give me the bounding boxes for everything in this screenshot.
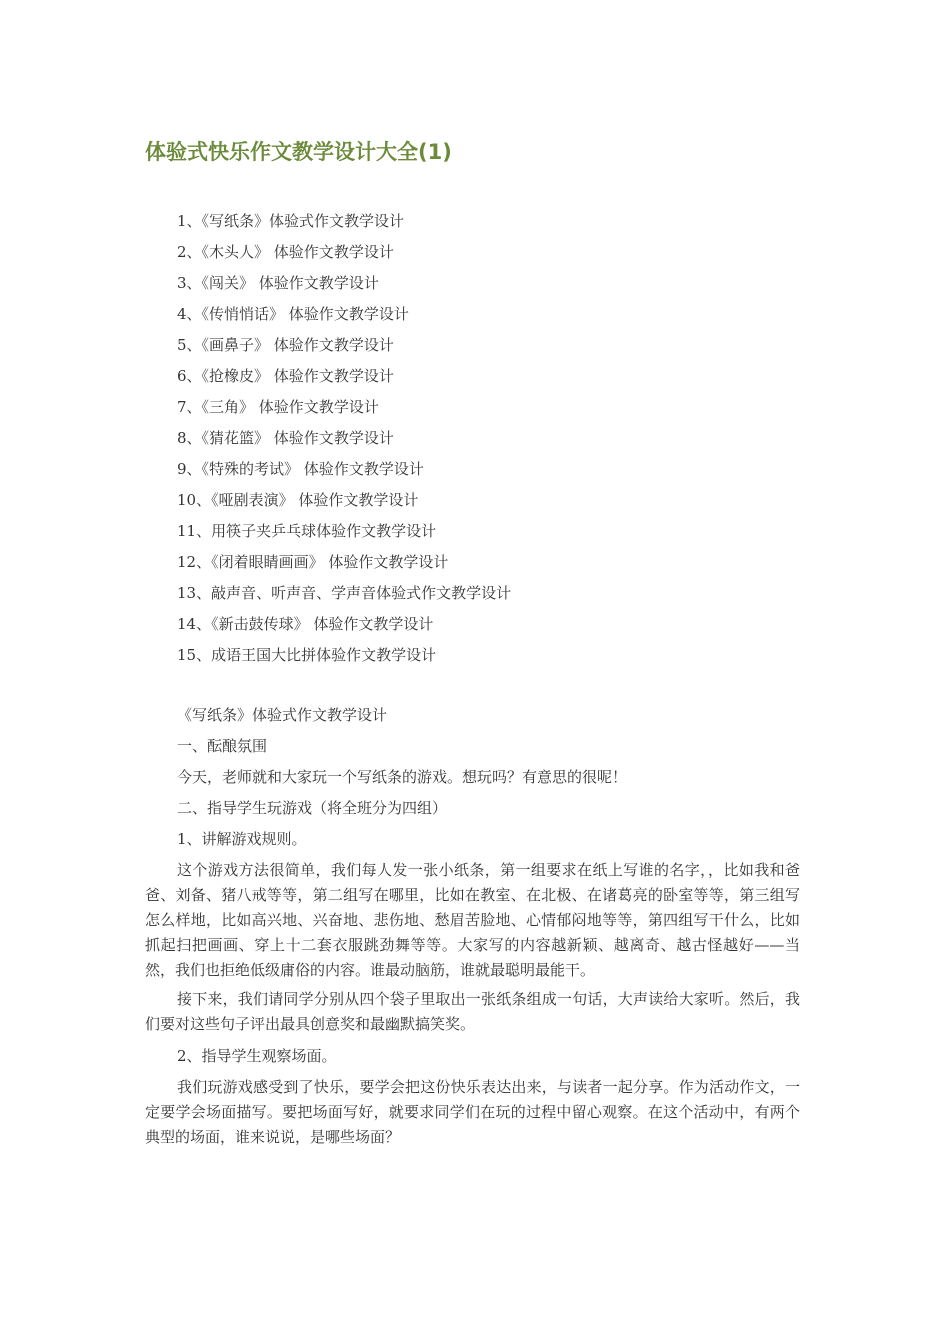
toc-item: 7、《三角》 体验作文教学设计: [177, 398, 379, 416]
paragraph: 我们玩游戏感受到了快乐，要学会把这份快乐表达出来，与读者一起分享。作为活动作文，一定要学会场面描写。要把场面写好，就要求同学们在玩的过程中留心观察。在这个活动中，有两个典型的场面，谁来说说，是哪些场面？: [145, 1078, 800, 1146]
step-text: 今天，老师就和大家玩一个写纸条的游戏。想玩吗？有意思的很呢！: [177, 768, 628, 786]
toc-item: 13、敲声音、听声音、学声音体验式作文教学设计: [177, 584, 512, 602]
toc-item: 3、《闯关》 体验作文教学设计: [177, 274, 379, 292]
toc-item: 5、《画鼻子》 体验作文教学设计: [177, 336, 394, 354]
toc-item: 11、用筷子夹乒乓球体验作文教学设计: [177, 522, 437, 540]
toc-item: 6、《抢橡皮》 体验作文教学设计: [177, 367, 394, 385]
sub-step-heading: 2、指导学生观察场面。: [177, 1047, 337, 1065]
toc-item: 1、《写纸条》体验式作文教学设计: [177, 212, 405, 230]
toc-item: 8、《猜花篮》 体验作文教学设计: [177, 429, 394, 447]
toc-item: 2、《木头人》 体验作文教学设计: [177, 243, 394, 261]
step-heading: 二、指导学生玩游戏（将全班分为四组）: [177, 799, 448, 817]
section-title: 《写纸条》体验式作文教学设计: [177, 706, 388, 724]
toc-item: 9、《特殊的考试》 体验作文教学设计: [177, 460, 424, 478]
toc-item: 15、成语王国大比拼体验作文教学设计: [177, 646, 437, 664]
step-heading: 一、酝酿氛围: [177, 737, 268, 755]
document-title: 体验式快乐作文教学设计大全(1): [145, 140, 452, 164]
toc-item: 12、《闭着眼睛画画》 体验作文教学设计: [177, 553, 449, 571]
sub-step-heading: 1、讲解游戏规则。: [177, 830, 307, 848]
toc-item: 14、《新击鼓传球》 体验作文教学设计: [177, 615, 434, 633]
paragraph: 接下来，我们请同学分别从四个袋子里取出一张纸条组成一句话，大声读给大家听。然后，我们要对这些句子评出最具创意奖和最幽默搞笑奖。: [145, 990, 800, 1033]
paragraph: 这个游戏方法很简单，我们每人发一张小纸条，第一组要求在纸上写谁的名字，，比如我和爸爸、刘备、猪八戒等等，第二组写在哪里，比如在教室、在北极、在诸葛亮的卧室等等，第三组写怎么样地，比如高兴地、兴奋地、悲伤地、愁眉苦脸地、心情郁闷地等等，第四组写干什么，比如抓起扫把画画、穿上十二套衣服跳劲舞等等。大家写的内容越新颖、越离奇、越古怪越好——当然，我们也拒绝低级庸俗的内容。谁最动脑筋，谁就最聪明最能干。: [145, 861, 800, 979]
toc-item: 10、《哑剧表演》 体验作文教学设计: [177, 491, 419, 509]
table-of-contents: [177, 206, 511, 671]
lesson-content: [145, 700, 800, 1154]
toc-item: 4、《传悄悄话》 体验作文教学设计: [177, 305, 409, 323]
